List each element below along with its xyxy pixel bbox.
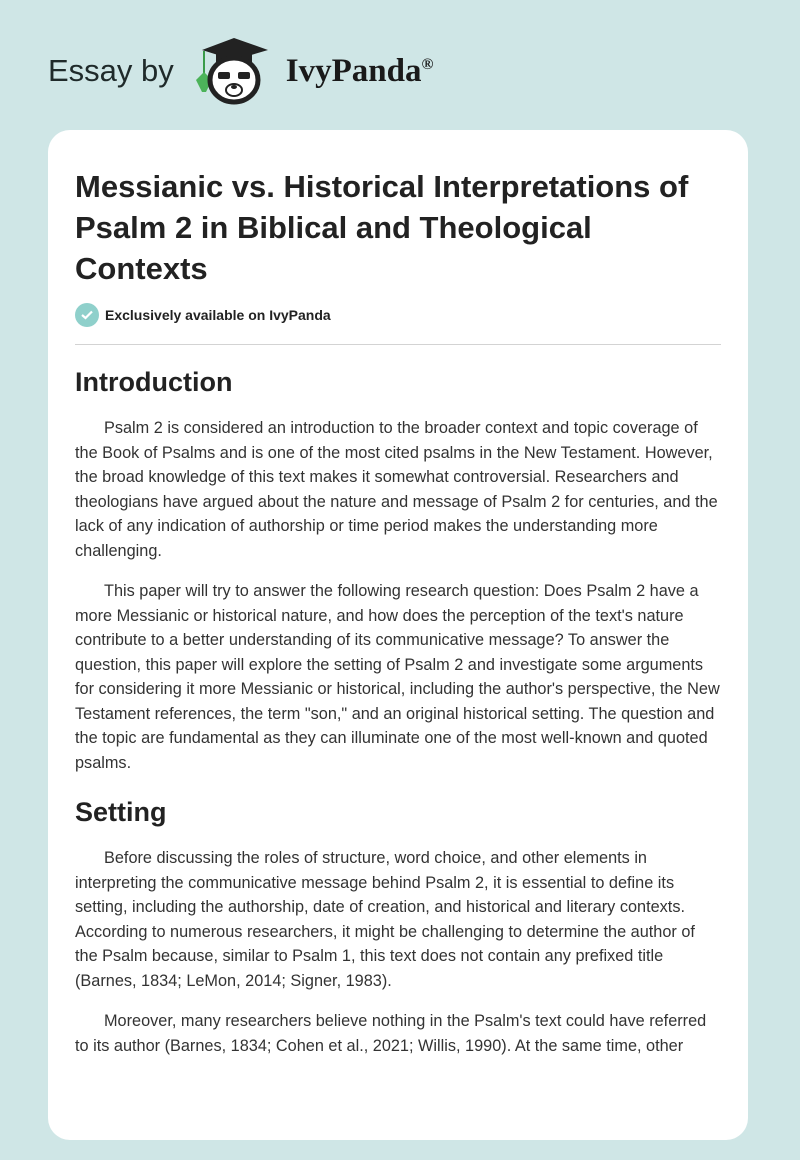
badge-text: Exclusively available on IvyPanda xyxy=(105,307,331,323)
page-title: Messianic vs. Historical Interpretations of Psalm 2 in Biblical and Theological Contexts xyxy=(75,169,689,286)
exclusive-badge xyxy=(75,303,721,327)
paragraph: This paper will try to answer the following research question: Does Psalm 2 have a more Messianic or historical nature, and how does the perception of the text's nature contribute to a better understanding of its communicative message? To answer the question, this paper will explore the setting of Psalm 2 and investigate some arguments for considering it more Messianic or historical, including the author's perspective, the New Testament references, the term "son," and an original historical setting. The question and the topic are fundamental as they can illuminate one of the most well-known and quoted psalms. xyxy=(75,582,720,772)
paragraph: Psalm 2 is considered an introduction to the broader context and topic coverage of the Book of Psalms and is one of the most cited psalms in the New Testament. However, the broad knowledge of this text makes it somewhat controversial. Researchers and theologians have argued about the nature and message of Psalm 2 for centuries, and the lack of any indication of authorship or time period makes the understanding more challenging. xyxy=(75,419,718,560)
essay-by-label: Essay by xyxy=(48,53,174,88)
essay-card xyxy=(48,130,748,1140)
paragraph: Before discussing the roles of structure, word choice, and other elements in interpreting the communicative message behind Psalm 2, it is essential to define its setting, including the authorship, date of creation, and historical and literary contexts. According to numerous researchers, it might be challenging to determine the author of the Psalm because, similar to Psalm 1, this text does not contain any prefixed title (Barnes, 1834; LeMon, 2014; Signer, 1983). xyxy=(75,849,695,990)
section-heading-introduction: Introduction xyxy=(75,367,233,397)
divider xyxy=(75,344,721,345)
paragraph: Moreover, many researchers believe nothing in the Psalm's text could have referred to its author (Barnes, 1834; Cohen et al., 2021; Willis, 1990). At the same time, other xyxy=(75,1012,707,1055)
panda-logo-icon[interactable] xyxy=(192,36,276,106)
header xyxy=(48,36,433,106)
brand-text: IvyPanda xyxy=(285,52,422,89)
section-heading-setting: Setting xyxy=(75,797,167,827)
check-icon xyxy=(75,303,99,327)
registered-mark: ® xyxy=(421,55,434,73)
brand-name[interactable] xyxy=(286,53,434,90)
